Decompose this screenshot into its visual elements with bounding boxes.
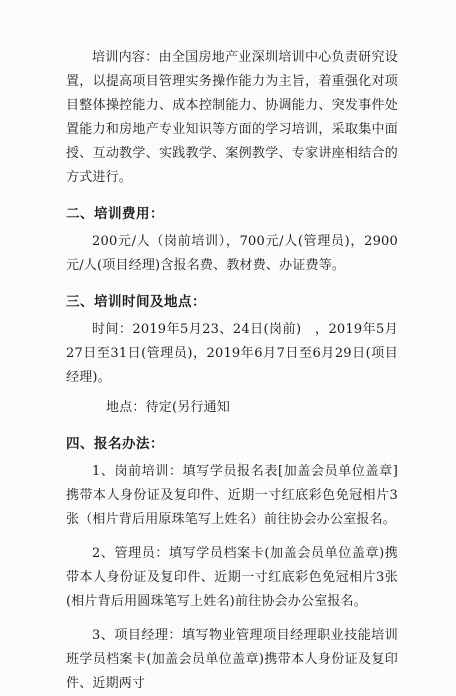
paragraph-signup-pre-job: 1、岗前培训：填写学员报名表[加盖会员单位盖章]携带本人身份证及复印件、近期一寸红底彩色免冠相片3张（相片背后用原珠笔写上姓名）前往协会办公室报名。 (66, 464, 398, 527)
paragraph-signup-manager: 2、管理员：填写学员档案卡(加盖会员单位盖章)携带本人身份证及复印件、近期一寸红底彩色免冠相片3张(相片背后用圆珠笔写上姓名)前往协会办公室报名。 (66, 546, 398, 609)
heading-time-place: 三、培训时间及地点： (66, 294, 206, 310)
paragraph-training-content: 培训内容：由全国房地产业深圳培训中心负责研究设置，以提高项目管理实务操作能力为主旨，着重强化对项目整体操控能力、成本控制能力、协调能力、突发事件处置能力和房地产专业知识等方面的学习培训，采取集中面授、互动教学、实践教学、案例教学、专家讲座相结合的方式进行。 (66, 50, 398, 185)
heading-training-fee: 二、培训费用： (66, 206, 164, 222)
paragraph-place: 地点：待定(另行通知 (106, 400, 231, 415)
paragraph-signup-project-manager: 3、项目经理：填写物业管理项目经理职业技能培训班学员档案卡(加盖会员单位盖章)携带本人身份证及复印件、近期两寸 (66, 628, 398, 691)
heading-signup-method: 四、报名办法： (66, 436, 164, 452)
paragraph-training-fee: 200元/人（岗前培训），700元/人(管理员)，2900元/人(项目经理)含报名费、教材费、办证费等。 (66, 234, 398, 273)
paragraph-time: 时间：2019年5月23、24日(岗前) ，2019年5月27日至31日(管理员)，2019年6月7日至6月29日(项目经理)。 (66, 322, 398, 385)
